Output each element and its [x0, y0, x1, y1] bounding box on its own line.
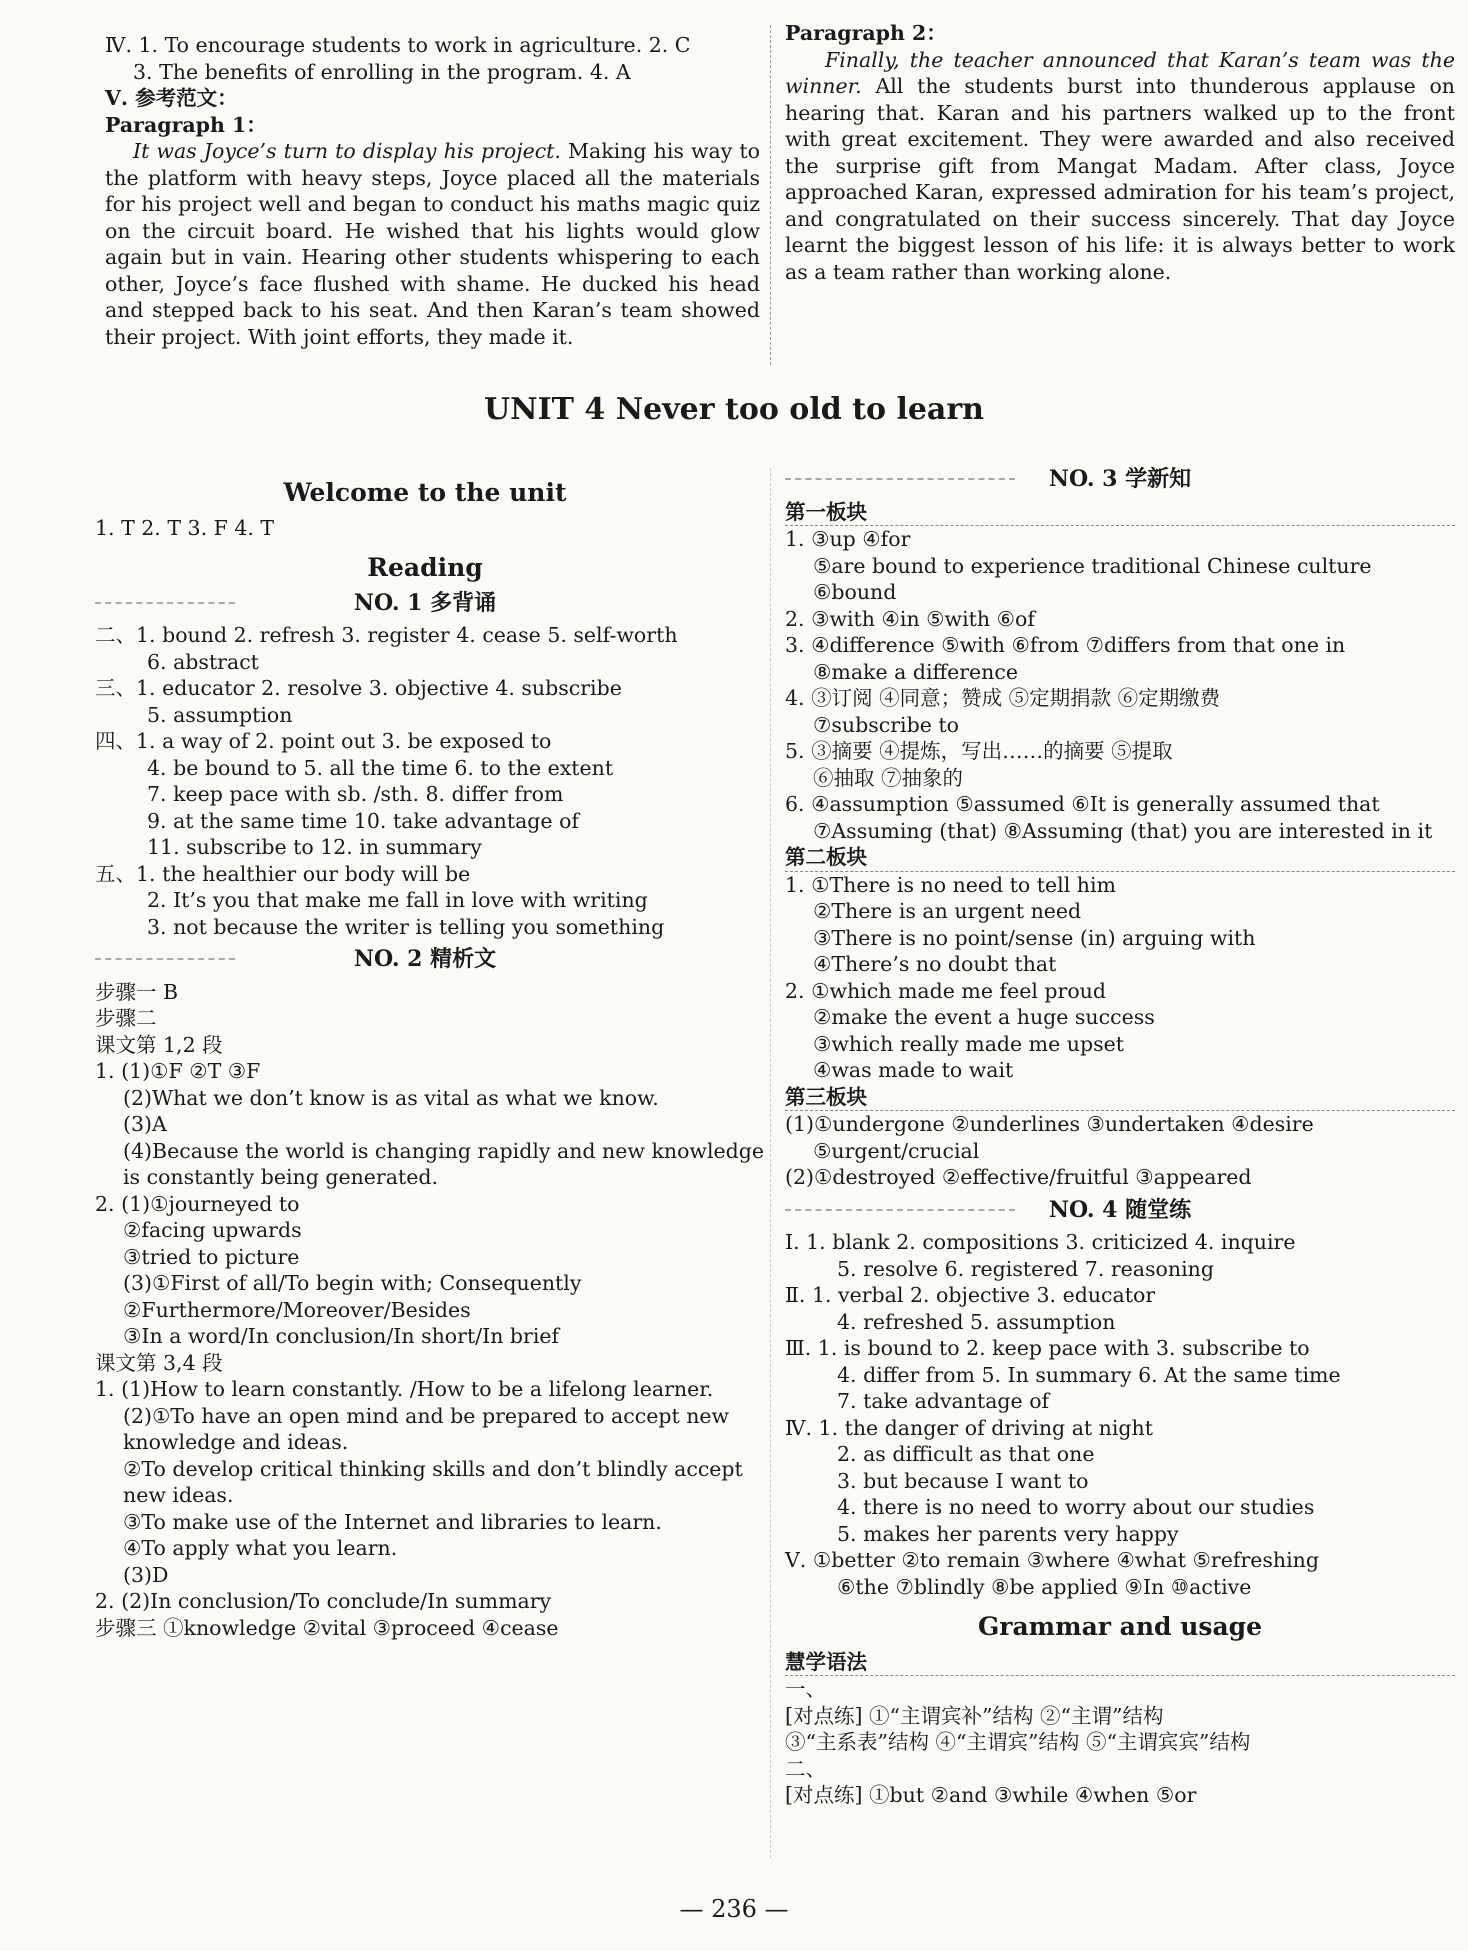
- section-title: Grammar and usage: [977, 1612, 1263, 1641]
- paragraph-lead-sentence: Finally, the teacher announced that Karan’s team was the winner.: [785, 47, 1455, 98]
- page-number: — 236 —: [679, 1895, 789, 1923]
- answer-line: ⑥抽取 ⑦抽象的: [813, 765, 964, 790]
- answer-line: 二、: [785, 1756, 826, 1781]
- paragraph-lead-sentence: It was Joyce’s turn to display his project.: [133, 139, 561, 163]
- exercise-header-label: NO. 2 精析文: [353, 946, 497, 972]
- answer-line: 9. at the same time 10. take advantage of: [147, 808, 580, 833]
- answer-line: 二、1. bound 2. refresh 3. register 4. cease 5. self-worth: [95, 623, 678, 647]
- header-rule: [95, 602, 235, 604]
- answer-line: (2)①To have an open mind and be prepared to accept new: [123, 1403, 730, 1428]
- answer-line: 课文第 3,4 段: [95, 1350, 223, 1375]
- answer-line: ②Furthermore/Moreover/Besides: [123, 1297, 471, 1322]
- answer-line: (2)What we don’t know is as vital as what we know.: [123, 1085, 659, 1110]
- answer-line: 6. ④assumption ⑤assumed ⑥It is generally assumed that: [785, 792, 1380, 816]
- section-title: Welcome to the unit: [283, 478, 567, 507]
- answer-line: 3. ④difference ⑤with ⑥from ⑦differs from that one in: [785, 633, 1346, 657]
- answer-line: Ⅱ. 1. verbal 2. objective 3. educator: [785, 1283, 1156, 1307]
- answer-line: (3)A: [123, 1112, 167, 1136]
- answer-line: new ideas.: [123, 1483, 234, 1507]
- column-divider: [770, 468, 771, 1858]
- answer-line: ⑤are bound to experience traditional Chinese culture: [813, 553, 1372, 578]
- answer-line: ③In a word/In conclusion/In short/In brief: [123, 1324, 560, 1348]
- paragraph-heading: Paragraph 2：: [785, 21, 947, 45]
- answer-line: (3)①First of all/To begin with; Consequently: [123, 1271, 582, 1295]
- answer-line: 三、1. educator 2. resolve 3. objective 4. subscribe: [95, 676, 622, 700]
- answer-line: knowledge and ideas.: [123, 1430, 349, 1454]
- answer-line: 5. makes her parents very happy: [837, 1521, 1179, 1546]
- paragraph-body: Making his way to the platform with heavy steps, Joyce placed all the materials for his project well and began to conduct his maths magic quiz on the circuit board. He wished that his lights would glow again but in vain. Hearing other students whispering to each other, Joyce’s face flushed with shame. He ducked his head and stepped back to his seat. And then Karan’s team showed their project. With joint efforts, they made it.: [105, 139, 760, 349]
- answer-line: ②To develop critical thinking skills and don’t blindly accept: [123, 1456, 743, 1481]
- answer-line: ④There’s no doubt that: [813, 952, 1057, 976]
- exercise-header: [95, 590, 755, 617]
- answer-line: 2. ③with ④in ⑤with ⑥of: [785, 606, 1035, 631]
- answer-line: Ⅰ. 1. blank 2. compositions 3. criticized 4. inquire: [785, 1230, 1296, 1254]
- board-heading: 第三板块: [785, 1084, 1455, 1112]
- answer-line: 步骤二: [95, 1006, 157, 1030]
- answer-line: 2. (1)①journeyed to: [95, 1191, 300, 1216]
- board-heading: 第一板块: [785, 499, 1455, 527]
- exercise-header-label: NO. 3 学新知: [1048, 466, 1192, 492]
- paragraph-body: All the students burst into thunderous applause on hearing that. Karan and his partners walked up to the front with great excitement. They were awarded and also received the surprise gift from Mangat Madam. After class, Joyce approached Karan, expressed admiration for his team’s project, and congratulated on their success sincerely. That day Joyce learnt the biggest lesson of his life: it is always better to work as a team rather than working alone.: [785, 74, 1455, 284]
- answer-line: 步骤一 B: [95, 979, 179, 1004]
- section-title: Reading: [367, 553, 483, 582]
- answer-line: 1. (1)①F ②T ③F: [95, 1059, 261, 1083]
- answer-line: ②There is an urgent need: [813, 899, 1082, 923]
- answer-line: ④was made to wait: [813, 1058, 1014, 1082]
- exercise-header-label: NO. 4 随堂练: [1048, 1196, 1192, 1223]
- board-heading: 第二板块: [785, 844, 1455, 872]
- answer-line: ⑤urgent/crucial: [813, 1138, 980, 1163]
- left-column: [95, 478, 765, 1641]
- exercise-header: [785, 1197, 1455, 1224]
- answer-line: 7. keep pace with sb. /sth. 8. differ from: [147, 782, 564, 806]
- answer-line: 1. (1)How to learn constantly. /How to be a lifelong learner.: [95, 1377, 714, 1401]
- answer-line: ③tried to picture: [123, 1244, 300, 1269]
- answer-line: 5. assumption: [147, 702, 293, 727]
- answer-line: 五、1. the healthier our body will be: [95, 861, 471, 886]
- answer-line: Ⅲ. 1. is bound to 2. keep pace with 3. subscribe to: [785, 1336, 1310, 1360]
- answer-line: 步骤三 ①knowledge ②vital ③proceed ④cease: [95, 1615, 559, 1640]
- section-heading: Ⅴ. 参考范文：: [105, 86, 238, 110]
- answer-line: 2. ①which made me feel proud: [785, 978, 1106, 1003]
- answer-line: (3)D: [123, 1562, 169, 1587]
- answer-line: 4. ③订阅 ④同意；赞成 ⑤定期捐款 ⑥定期缴费: [785, 686, 1221, 710]
- sample-paragraph-2: [785, 47, 1455, 286]
- top-right-column: [785, 20, 1455, 285]
- answer-line: 一、: [785, 1677, 826, 1701]
- answer-line: 3. not because the writer is telling you something: [147, 914, 665, 939]
- answer-line: ⑥bound: [813, 580, 897, 604]
- answer-line: 7. take advantage of: [837, 1389, 1050, 1413]
- answer-line: 四、1. a way of 2. point out 3. be exposed to: [95, 729, 552, 753]
- answer-line: Ⅳ. 1. To encourage students to work in agriculture. 2. C: [105, 33, 691, 57]
- answer-line: 4. refreshed 5. assumption: [837, 1309, 1116, 1334]
- board-heading: 慧学语法: [785, 1649, 1455, 1677]
- exercise-header: [785, 466, 1455, 493]
- answer-line: ⑥the ⑦blindly ⑧be applied ⑨In ⑩active: [837, 1574, 1252, 1599]
- answer-line: 2. It’s you that make me fall in love with writing: [147, 888, 648, 912]
- answer-line: 3. The benefits of enrolling in the program. 4. A: [133, 59, 631, 84]
- unit-title: UNIT 4 Never too old to learn: [484, 392, 984, 427]
- answer-line: 2. (2)In conclusion/To conclude/In summary: [95, 1589, 552, 1613]
- column-divider: [770, 25, 771, 365]
- answer-line: [对点练] ①but ②and ③while ④when ⑤or: [785, 1783, 1197, 1807]
- answer-line: ②facing upwards: [123, 1218, 302, 1242]
- top-left-column: [105, 32, 760, 350]
- answer-line: 2. as difficult as that one: [837, 1442, 1095, 1466]
- answer-line: ③To make use of the Internet and libraries to learn.: [123, 1509, 662, 1534]
- answer-line: ③“主系表”结构 ④“主谓宾”结构 ⑤“主谓宾宾”结构: [785, 1730, 1251, 1754]
- answer-line: 6. abstract: [147, 649, 259, 674]
- answer-line: is constantly being generated.: [123, 1165, 438, 1189]
- answer-line: ⑦Assuming (that) ⑧Assuming (that) you are interested in it: [813, 818, 1433, 843]
- paragraph-heading: Paragraph 1：: [105, 112, 267, 137]
- answer-line: [对点练] ①“主谓宾补”结构 ②“主谓”结构: [785, 1703, 1164, 1728]
- answer-line: ③There is no point/sense (in) arguing with: [813, 925, 1256, 950]
- exercise-header-label: NO. 1 多背诵: [353, 589, 497, 616]
- answer-line: 5. resolve 6. registered 7. reasoning: [837, 1256, 1214, 1281]
- header-rule: [95, 958, 235, 960]
- answer-line: Ⅴ. ①better ②to remain ③where ④what ⑤refreshing: [785, 1548, 1319, 1572]
- header-rule: [785, 478, 1015, 480]
- answer-line: 课文第 1,2 段: [95, 1032, 223, 1057]
- answer-line: (2)①destroyed ②effective/fruitful ③appeared: [785, 1165, 1252, 1189]
- answer-line: ⑦subscribe to: [813, 712, 959, 737]
- header-rule: [785, 1209, 1015, 1211]
- right-column: [785, 460, 1455, 1809]
- answer-line: 1. T 2. T 3. F 4. T: [95, 515, 275, 540]
- answer-line: Ⅳ. 1. the danger of driving at night: [785, 1415, 1153, 1440]
- answer-line: 1. ③up ④for: [785, 527, 911, 551]
- answer-line: ③which really made me upset: [813, 1031, 1124, 1056]
- answer-line: ④To apply what you learn.: [123, 1536, 398, 1560]
- sample-paragraph-1: [105, 138, 760, 350]
- answer-line: (4)Because the world is changing rapidly and new knowledge: [123, 1138, 765, 1163]
- answer-line: (1)①undergone ②underlines ③undertaken ④desire: [785, 1112, 1314, 1136]
- exercise-header: [95, 946, 755, 973]
- answer-line: 11. subscribe to 12. in summary: [147, 835, 482, 859]
- answer-line: 4. be bound to 5. all the time 6. to the extent: [147, 755, 614, 780]
- answer-line: 4. there is no need to worry about our studies: [837, 1495, 1315, 1519]
- answer-line: ②make the event a huge success: [813, 1005, 1155, 1029]
- answer-line: 1. ①There is no need to tell him: [785, 872, 1116, 897]
- answer-line: 4. differ from 5. In summary 6. At the same time: [837, 1362, 1341, 1387]
- answer-line: 5. ③摘要 ④提炼，写出……的摘要 ⑤提取: [785, 739, 1173, 763]
- answer-line: ⑧make a difference: [813, 659, 1018, 684]
- answer-line: 3. but because I want to: [837, 1468, 1089, 1493]
